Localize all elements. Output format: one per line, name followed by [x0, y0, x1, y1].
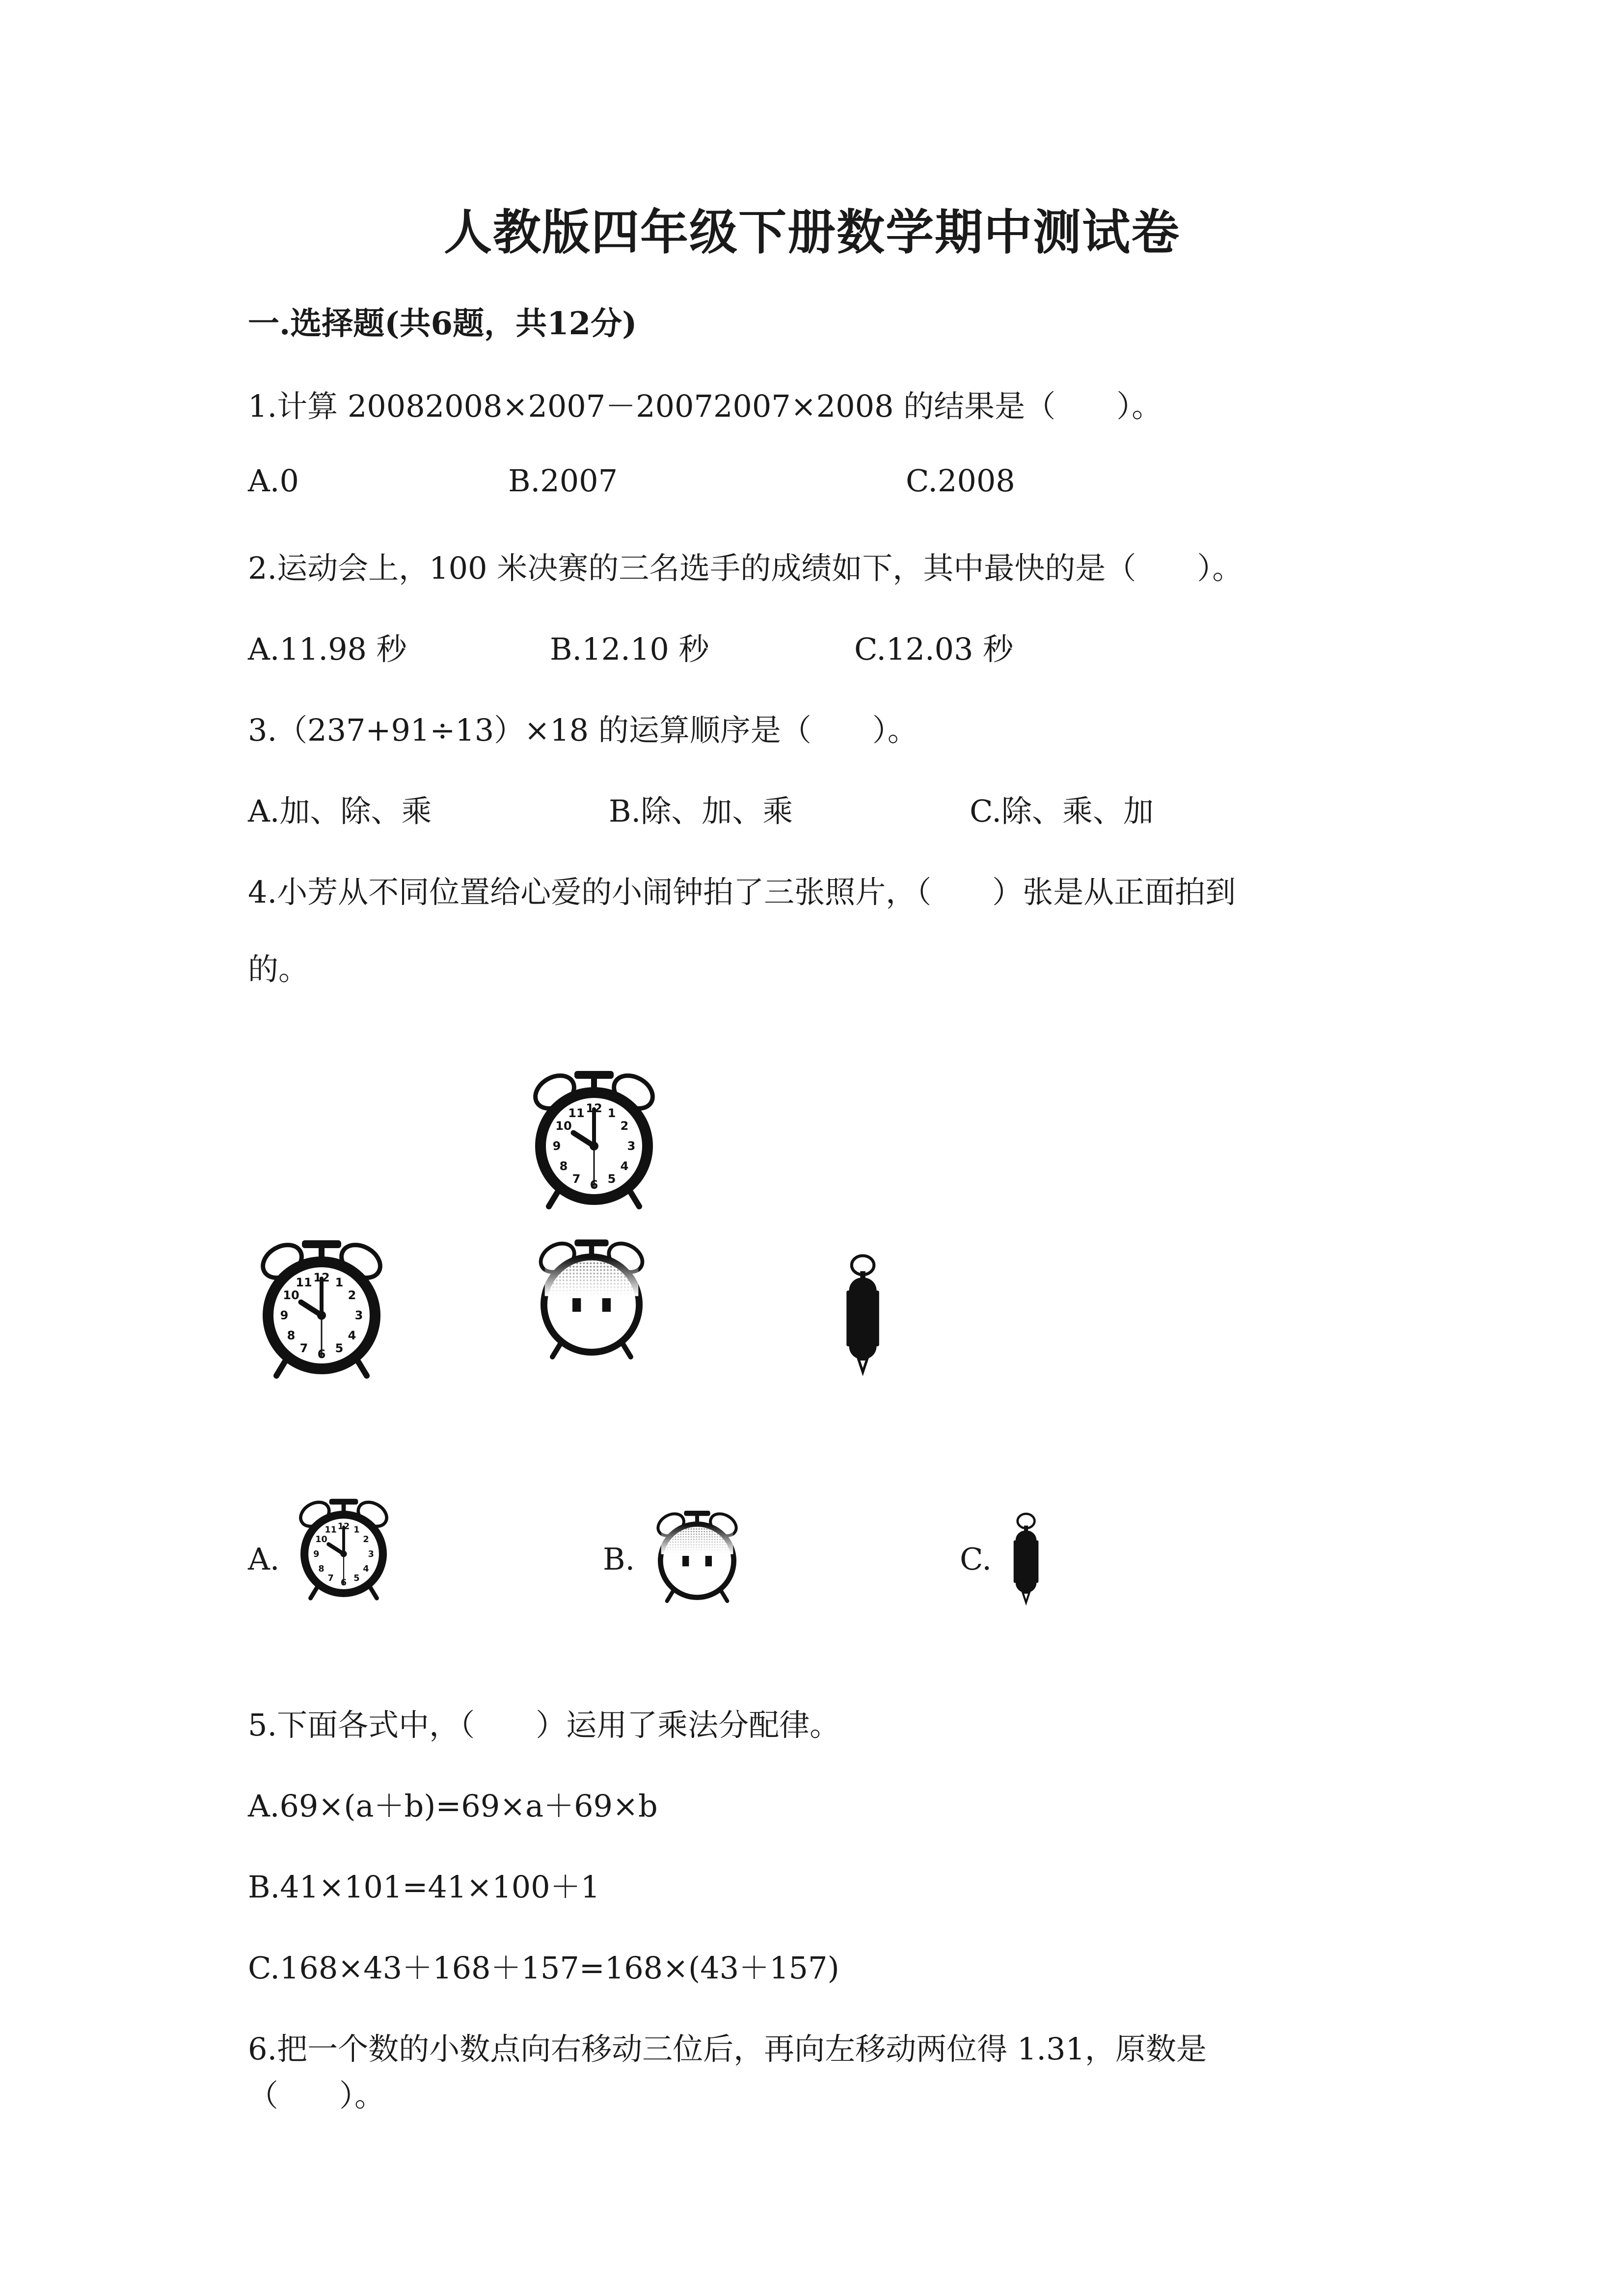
alarm-clock-side-icon [1006, 1509, 1046, 1607]
q3-option-c: C.除、乘、加 [970, 793, 1154, 829]
question-6-line2: （ ）。 [248, 2078, 385, 2113]
question-5: 5.下面各式中，（ ）运用了乘法分配律。 [248, 1707, 840, 1743]
q4-option-a: A. [248, 1541, 280, 1577]
q3-option-b: B.除、加、乘 [609, 793, 793, 829]
question-1: 1.计算 20082008×2007－20072007×2008 的结果是（ ）。 [248, 388, 1163, 424]
question-2: 2.运动会上，100 米决赛的三名选手的成绩如下，其中最快的是（ ）。 [248, 550, 1243, 586]
alarm-clock-back-icon [528, 1234, 655, 1362]
q5-option-c: C.168×43＋168＋157=168×(43＋157) [248, 1950, 839, 1986]
question-4-line2: 的。 [248, 951, 309, 987]
q2-option-a: A.11.98 秒 [248, 631, 407, 667]
question-6-line1: 6.把一个数的小数点向右移动三位后，再向左移动两位得 1.31，原数是 [248, 2031, 1207, 2067]
q1-option-b: B.2007 [508, 463, 618, 499]
page-title: 人教版四年级下册数学期中测试卷 [443, 204, 1180, 261]
question-3: 3.（237+91÷13）×18 的运算顺序是（ ）。 [248, 712, 918, 748]
q5-option-b: B.41×101=41×100＋1 [248, 1869, 600, 1905]
q2-option-b: B.12.10 秒 [550, 631, 709, 667]
alarm-clock-side-icon [837, 1249, 889, 1379]
section-heading-choice: 一.选择题(共6题，共12分) [248, 305, 637, 342]
alarm-clock-back-icon [648, 1507, 746, 1605]
alarm-clock-front-icon [290, 1495, 398, 1602]
question-4-line1: 4.小芳从不同位置给心爱的小闹钟拍了三张照片，（ ）张是从正面拍到 [248, 874, 1236, 910]
q5-option-a: A.69×(a＋b)=69×a＋69×b [248, 1788, 658, 1824]
q1-option-a: A.0 [248, 463, 299, 499]
q1-option-c: C.2008 [906, 463, 1015, 499]
q4-option-c: C. [960, 1541, 992, 1577]
alarm-clock-front-icon [520, 1065, 668, 1212]
q2-option-c: C.12.03 秒 [854, 631, 1014, 667]
q4-option-b: B. [603, 1541, 635, 1577]
q3-option-a: A.加、除、乘 [248, 793, 432, 829]
alarm-clock-front-icon [248, 1234, 395, 1382]
